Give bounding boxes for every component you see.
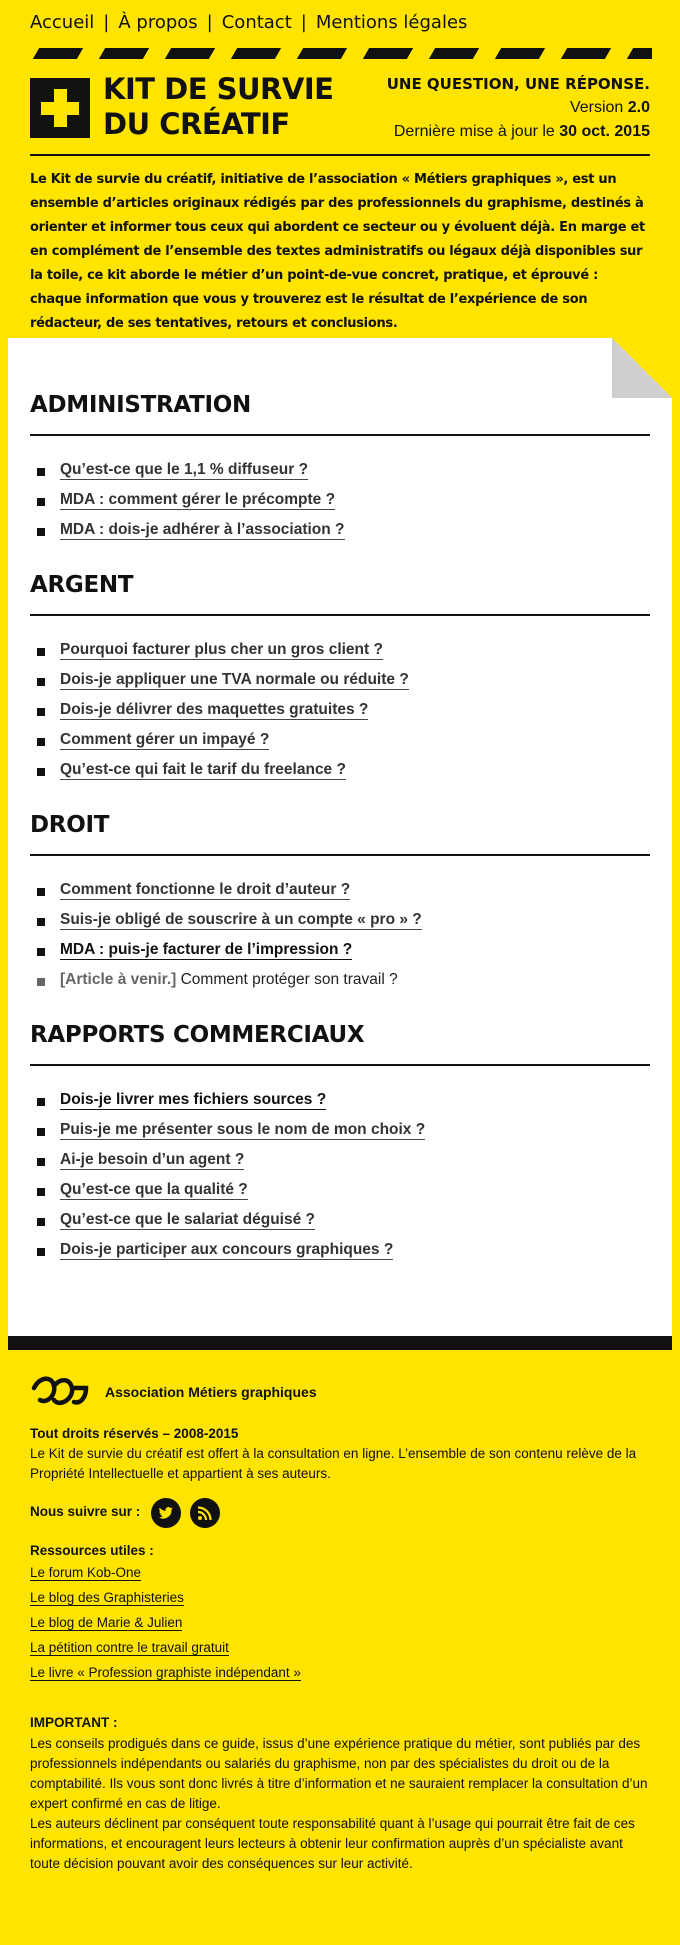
- article-list-droit: [30, 881, 650, 1001]
- list-item: [30, 1211, 650, 1241]
- stripe: [33, 48, 83, 59]
- section-divider: [30, 1064, 650, 1066]
- list-item: [30, 641, 650, 671]
- article-link[interactable]: Suis-je obligé de souscrire à un compte « pro » ?: [60, 911, 422, 928]
- follow-label: Nous suivre sur :: [30, 1504, 141, 1519]
- resource-link[interactable]: Le livre « Profession graphiste indépendant »: [30, 1665, 301, 1680]
- list-item: [30, 1665, 301, 1690]
- rights-block: [30, 1424, 650, 1484]
- page-fold-corner: [612, 338, 672, 398]
- top-nav: [30, 12, 467, 33]
- article-link[interactable]: Dois-je participer aux concours graphiques ?: [60, 1241, 394, 1258]
- list-item: [30, 491, 650, 521]
- article-link[interactable]: Dois-je livrer mes fichiers sources ?: [60, 1091, 327, 1108]
- nav-link-mentions-legales[interactable]: Mentions légales: [315, 12, 468, 33]
- list-item: [30, 1590, 301, 1615]
- nav-link-accueil[interactable]: Accueil: [30, 12, 95, 33]
- association-logo-icon: [30, 1374, 90, 1412]
- list-item: [30, 1181, 650, 1211]
- nav-link-contact[interactable]: Contact: [221, 12, 292, 33]
- list-item: [30, 731, 650, 761]
- stripe: [99, 48, 149, 59]
- section-divider: [30, 614, 650, 616]
- rights-text: Le Kit de survie du créatif est offert à la consultation en ligne. L’ensemble de son contenu relève de la Propriété Intellectuelle et appartient à ses auteurs.: [30, 1446, 637, 1481]
- list-item: [30, 1241, 650, 1271]
- list-item: [30, 521, 650, 551]
- section-title-argent: ARGENT: [30, 572, 134, 598]
- association-name: Association Métiers graphiques: [105, 1384, 317, 1400]
- article-link[interactable]: Dois-je délivrer des maquettes gratuites ?: [60, 701, 369, 718]
- resource-link[interactable]: La pétition contre le travail gratuit: [30, 1640, 229, 1655]
- article-link[interactable]: MDA : dois-je adhérer à l’association ?: [60, 521, 345, 538]
- list-item: [30, 1091, 650, 1121]
- resource-link[interactable]: Le forum Kob-One: [30, 1565, 142, 1580]
- nav-separator: |: [103, 12, 110, 33]
- twitter-icon[interactable]: [151, 1498, 181, 1528]
- section-divider: [30, 434, 650, 436]
- intro-paragraph: Le Kit de survie du créatif, initiative de l’association « Métiers graphiques », est un ensemble d’articles originaux rédigés par des professionnels du graphisme, destinés à orienter et informer tous ceux qui abordent ce secteur ou y évoluent déjà. En marge et en complément de l’ensemble des textes administratifs ou légaux déjà disponibles sur la toile, ce kit aborde le métier d’un point-de-vue concret, pratique, et éprouvé : chaque information que vous y trouverez est le résultat de l’expérience de son rédacteur, de ses tentatives, retours et conclusions.: [30, 172, 645, 331]
- version-info: Version 2.0: [569, 99, 650, 116]
- section-title-droit: DROIT: [30, 812, 110, 838]
- updated-date: 30 oct. 2015: [559, 123, 650, 140]
- stripe: [363, 48, 413, 59]
- list-item: [30, 911, 650, 941]
- section-title-rapports-commerciaux: RAPPORTS COMMERCIAUX: [30, 1022, 365, 1048]
- list-item: [30, 671, 650, 701]
- site-title-line1: KIT DE SURVIE: [103, 72, 334, 106]
- stripe: [165, 48, 215, 59]
- list-item-upcoming: [30, 971, 650, 1001]
- article-list-argent: [30, 641, 650, 791]
- article-link[interactable]: Puis-je me présenter sous le nom de mon choix ?: [60, 1121, 426, 1138]
- list-item: [30, 1121, 650, 1151]
- resource-link[interactable]: Le blog de Marie & Julien: [30, 1615, 183, 1630]
- important-text: [30, 1734, 650, 1874]
- resources-title: Ressources utiles :: [30, 1543, 154, 1558]
- article-link[interactable]: Qu’est-ce qui fait le tarif du freelance ?: [60, 761, 346, 778]
- rights-title: Tout droits réservés – 2008-2015: [30, 1426, 239, 1441]
- list-item: [30, 461, 650, 491]
- nav-separator: |: [300, 12, 307, 33]
- resource-link[interactable]: Le blog des Graphisteries: [30, 1590, 184, 1605]
- article-link[interactable]: Comment fonctionne le droit d’auteur ?: [60, 881, 351, 898]
- stripe: [495, 48, 545, 59]
- section-divider: [30, 854, 650, 856]
- tagline: UNE QUESTION, UNE RÉPONSE.: [386, 75, 650, 93]
- stripe: [627, 48, 652, 59]
- list-item: [30, 1640, 301, 1665]
- article-link[interactable]: Comment gérer un impayé ?: [60, 731, 270, 748]
- rss-icon[interactable]: [190, 1498, 220, 1528]
- important-paragraph-2: Les auteurs déclinent par conséquent toute responsabilité quant à l’usage qui pourrait être fait de ces informations, et encouragent leurs lecteurs à obtenir leur confirmation auprès d’un spécialiste avant toute décision pouvant avoir des conséquences sur leur activité.: [30, 1816, 635, 1871]
- list-item: [30, 881, 650, 911]
- section-title-administration: ADMINISTRATION: [30, 392, 251, 418]
- version-number: 2.0: [627, 99, 650, 116]
- article-list-administration: [30, 461, 650, 551]
- resources-list: [30, 1565, 301, 1690]
- last-updated: Dernière mise à jour le 30 oct. 2015: [393, 123, 650, 140]
- list-item: [30, 1565, 301, 1590]
- list-item: [30, 1615, 301, 1640]
- article-link[interactable]: MDA : comment gérer le précompte ?: [60, 491, 336, 508]
- hazard-stripes: [30, 48, 652, 59]
- important-paragraph-1: Les conseils prodigués dans ce guide, issus d’une expérience pratique du métier, sont publiés par des professionnels indépendants ou salariés du graphisme, non par des spécialistes du droit ou de la comptabilité. Ils vous sont donc livrés à titre d’information et ne sauraient remplacer la consultation d’un expert confirmé en cas de litige.: [30, 1736, 648, 1811]
- list-item: [30, 701, 650, 731]
- nav-link-a-propos[interactable]: À propos: [118, 12, 198, 33]
- article-list-rapports-commerciaux: [30, 1091, 650, 1271]
- article-link[interactable]: Dois-je appliquer une TVA normale ou réduite ?: [60, 671, 409, 688]
- upcoming-tag: [Article à venir.]: [60, 971, 177, 988]
- article-link[interactable]: MDA : puis-je facturer de l’impression ?: [60, 941, 353, 958]
- header-divider: [30, 154, 650, 156]
- article-link[interactable]: Ai-je besoin d’un agent ?: [60, 1151, 245, 1168]
- card-bottom-bar: [8, 1336, 672, 1350]
- list-item: [30, 1151, 650, 1181]
- stripe: [429, 48, 479, 59]
- site-title-line2: DU CRÉATIF: [103, 107, 290, 141]
- important-title: IMPORTANT :: [30, 1715, 118, 1730]
- site-title[interactable]: [103, 72, 363, 142]
- upcoming-title: Comment protéger son travail ?: [180, 971, 398, 988]
- list-item: [30, 941, 650, 971]
- plus-cross-icon[interactable]: [30, 78, 90, 138]
- article-link[interactable]: Qu’est-ce que le salariat déguisé ?: [60, 1211, 315, 1228]
- stripe: [297, 48, 347, 59]
- article-link[interactable]: Qu’est-ce que la qualité ?: [60, 1181, 248, 1198]
- article-link[interactable]: Pourquoi facturer plus cher un gros client ?: [60, 641, 383, 658]
- nav-separator: |: [206, 12, 213, 33]
- list-item: [30, 761, 650, 791]
- article-link[interactable]: Qu’est-ce que le 1,1 % diffuseur ?: [60, 461, 309, 478]
- stripe: [231, 48, 281, 59]
- stripe: [561, 48, 611, 59]
